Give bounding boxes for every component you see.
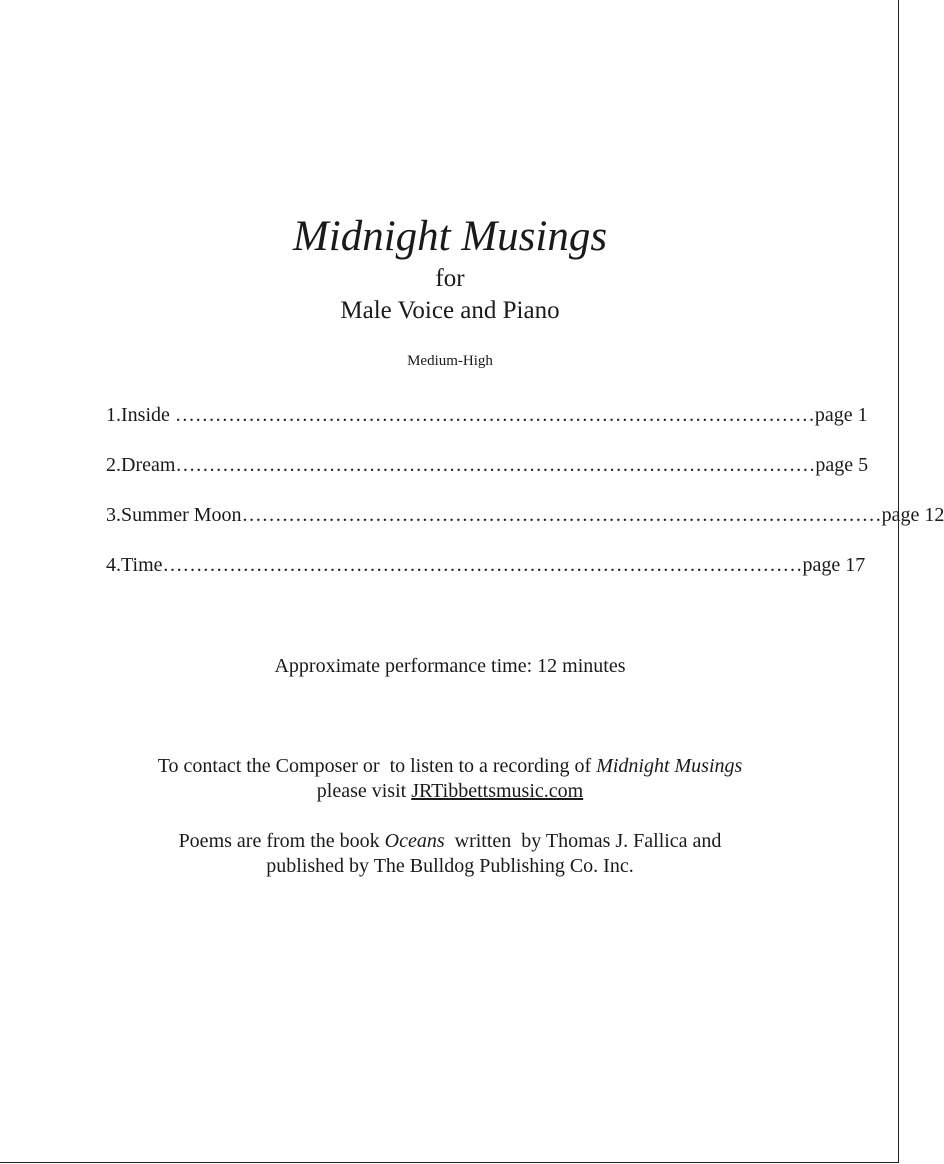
book-title: Oceans xyxy=(384,830,445,852)
instrumentation: Male Voice and Piano xyxy=(340,297,560,324)
website-line xyxy=(0,780,900,803)
toc-item-title: Inside xyxy=(121,404,170,426)
toc-item-number: 4. xyxy=(106,554,121,576)
contact-line xyxy=(0,755,900,778)
toc-item-number: 3. xyxy=(106,504,121,526)
toc-leader-dots: …………………………………………………………………………………… xyxy=(241,504,882,526)
toc-item-page: page 12 xyxy=(881,504,944,526)
toc-item-number: 2. xyxy=(106,454,121,476)
credits-line xyxy=(0,830,900,853)
toc-item-title: Time xyxy=(121,554,163,576)
toc-item xyxy=(106,504,944,530)
voice-range: Medium-High xyxy=(407,353,493,369)
work-title: Midnight Musings xyxy=(292,213,608,260)
toc-item-page: page 5 xyxy=(815,454,869,476)
toc-item-page: page 1 xyxy=(814,404,868,426)
website-prefix: please visit xyxy=(316,780,412,802)
toc-item-title: Summer Moon xyxy=(121,504,242,526)
website-link[interactable]: JRTibbettsmusic.com xyxy=(411,780,584,802)
contact-text: To contact the Composer or to listen to a recording of xyxy=(157,755,597,777)
toc-item xyxy=(106,454,869,480)
toc-leader-dots: …………………………………………………………………………………… xyxy=(175,454,816,476)
toc-item xyxy=(106,404,868,430)
contact-work-title: Midnight Musings xyxy=(596,755,743,777)
toc-item-page: page 17 xyxy=(802,554,866,576)
toc-leader-dots: …………………………………………………………………………………… xyxy=(169,404,815,426)
performance-time: Approximate performance time: 12 minutes xyxy=(274,655,626,677)
credits-prefix: Poems are from the book xyxy=(178,830,385,852)
credits-author: written by Thomas J. Fallica and xyxy=(444,830,722,852)
toc-item-number: 1. xyxy=(106,404,121,426)
for-label: for xyxy=(435,265,465,292)
toc-leader-dots: …………………………………………………………………………………… xyxy=(162,554,803,576)
toc-item-title: Dream xyxy=(121,454,176,476)
toc-item xyxy=(106,554,866,580)
publisher-line: published by The Bulldog Publishing Co. Inc. xyxy=(266,855,634,877)
